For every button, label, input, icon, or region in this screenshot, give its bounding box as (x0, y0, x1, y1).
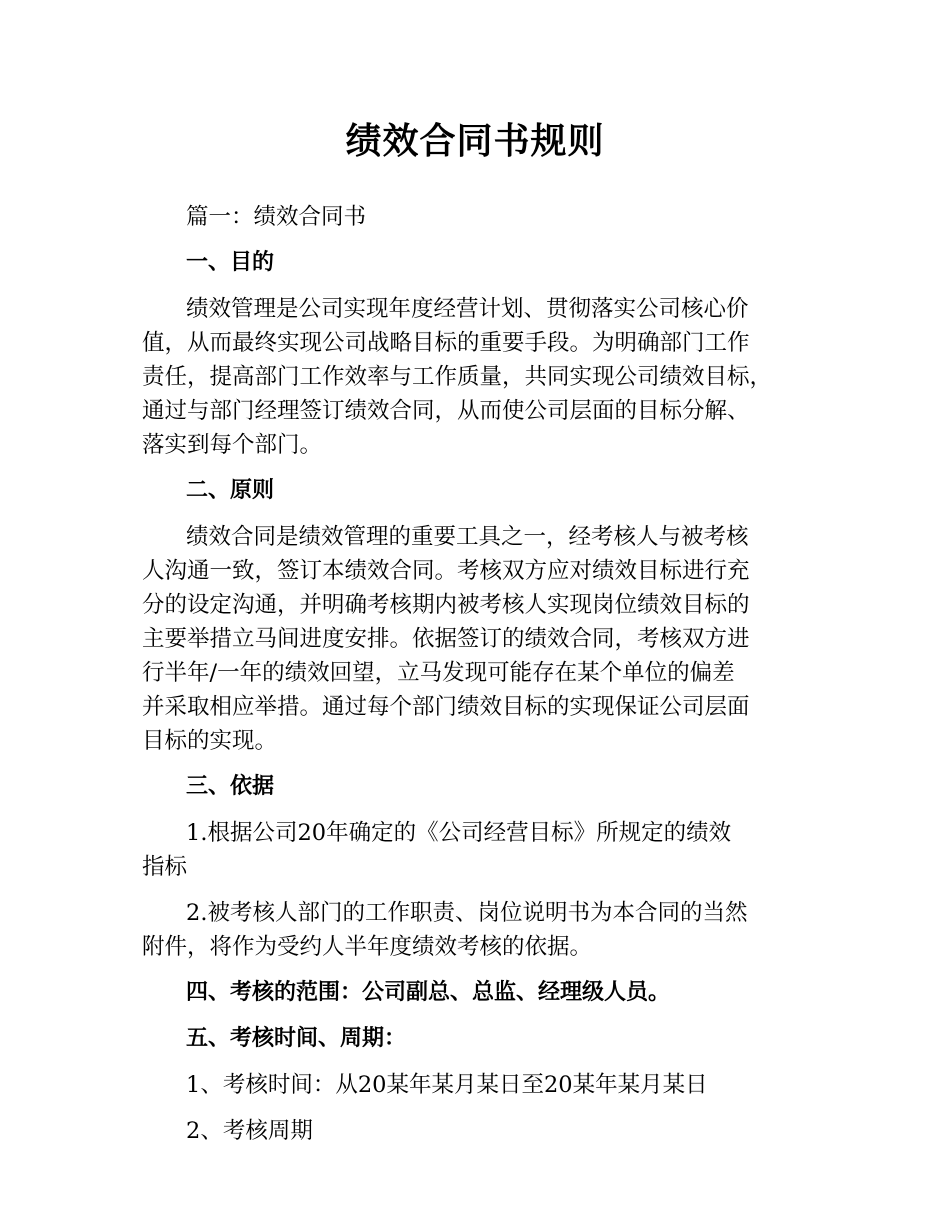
paragraph-line: 2.被考核人部门的工作职责、岗位说明书为本合同的当然 (186, 900, 748, 926)
document-body (142, 200, 832, 1160)
paragraph-goal (142, 292, 832, 462)
section-heading-principle: 二、原则 (186, 478, 275, 503)
paragraph-line: 责任，提高部门工作效率与工作质量，共同实现公司绩效目标， (142, 364, 773, 390)
paragraph-line: 通过与部门经理签订绩效合同，从而使公司层面的目标分解、 (142, 398, 750, 424)
paragraph-line: 行半年/一年的绩效回望，立马发现可能存在某个单位的偏差 (142, 660, 735, 686)
paragraph-line: 1.根据公司20年确定的《公司经营目标》所规定的绩效 (186, 820, 732, 846)
paragraph-line: 落实到每个部门。 (142, 432, 323, 458)
paragraph-line: 人沟通一致，签订本绩效合同。考核双方应对绩效目标进行充 (142, 558, 750, 584)
paragraph-line: 绩效管理是公司实现年度经营计划、贯彻落实公司核心价 (186, 296, 749, 322)
section-heading-scope: 四、考核的范围：公司副总、总监、经理级人员。 (186, 980, 671, 1005)
paragraph-line: 主要举措立马间进度安排。依据签订的绩效合同，考核双方进 (142, 626, 750, 652)
paragraph-principle (142, 520, 832, 758)
period-item-cycle: 2、考核周期 (186, 1118, 313, 1144)
paragraph-line: 并采取相应举措。通过每个部门绩效目标的实现保证公司层面 (142, 694, 750, 720)
paragraph-line: 指标 (142, 854, 188, 880)
section-heading-goal: 一、目的 (186, 250, 275, 275)
paragraph-basis-item-2 (142, 896, 832, 964)
paragraph-line: 附件，将作为受约人半年度绩效考核的依据。 (142, 934, 593, 960)
document-title: 绩效合同书规则 (345, 121, 605, 162)
paragraph-line: 值，从而最终实现公司战略目标的重要手段。为明确部门工作 (142, 330, 750, 356)
paragraph-line: 目标的实现。 (142, 728, 278, 754)
subtitle: 篇一：绩效合同书 (186, 204, 367, 230)
paragraph-line: 分的设定沟通，并明确考核期内被考核人实现岗位绩效目标的 (142, 592, 750, 618)
paragraph-line: 绩效合同是绩效管理的重要工具之一，经考核人与被考核 (186, 524, 749, 550)
paragraph-basis-item-1 (142, 816, 832, 884)
period-item-time: 1、考核时间：从20某年某月某日至20某年某月某日 (186, 1072, 708, 1098)
section-heading-basis: 三、依据 (186, 774, 275, 799)
section-heading-period: 五、考核时间、周期： (186, 1026, 407, 1051)
